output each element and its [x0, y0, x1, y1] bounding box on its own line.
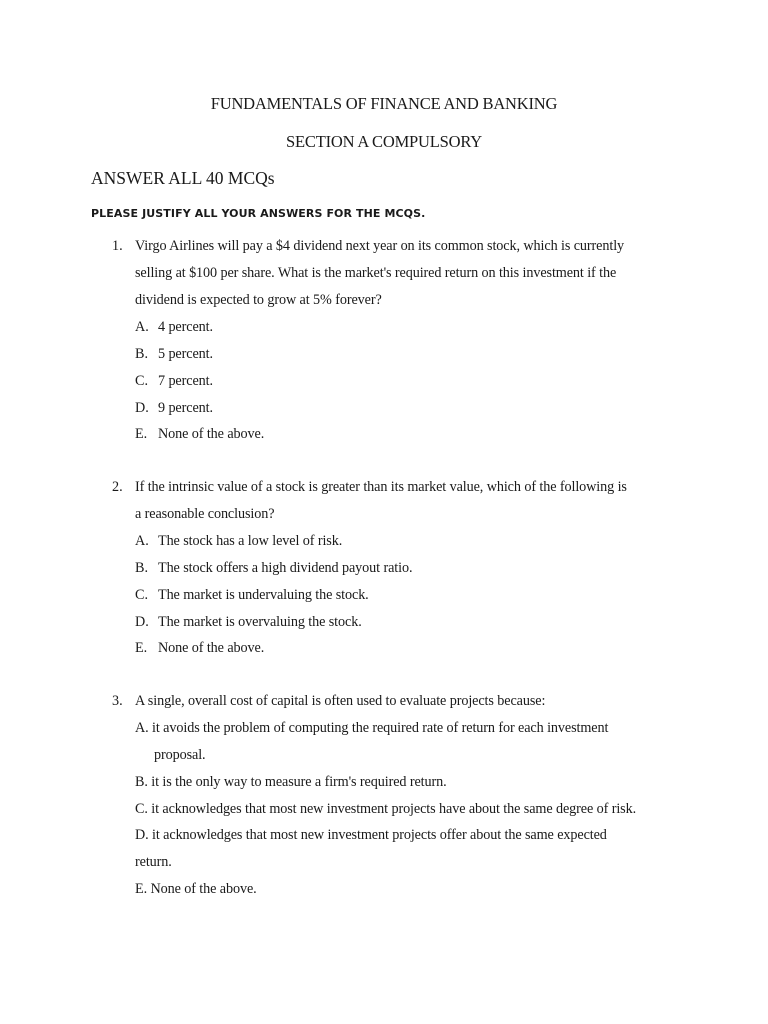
option-text: 7 percent.: [158, 373, 213, 389]
option-letter: D.: [135, 614, 149, 630]
option-letter: E.: [135, 426, 148, 442]
option-text: None of the above.: [158, 426, 265, 442]
answer-heading: ANSWER ALL 40 MCQs: [91, 168, 275, 188]
option-letter: C.: [135, 373, 149, 389]
option-letter: A.: [135, 319, 149, 335]
option-letter: A.: [135, 533, 149, 549]
document-title: FUNDAMENTALS OF FINANCE AND BANKING: [210, 94, 558, 113]
option-text-continuation: return.: [135, 854, 172, 870]
question-number: 3.: [112, 693, 123, 709]
option-text: The market is overvaluing the stock.: [158, 614, 362, 630]
instruction-text: PLEASE JUSTIFY ALL YOUR ANSWERS FOR THE MCQS.: [91, 207, 426, 220]
option-text: 9 percent.: [158, 400, 213, 416]
option-text: 4 percent.: [158, 319, 213, 335]
question-number: 2.: [112, 479, 123, 495]
option-letter: B.: [135, 346, 149, 362]
option-text-continuation: proposal.: [154, 747, 206, 763]
option-text: A. it avoids the problem of computing the required rate of return for each investment: [135, 720, 609, 736]
option-text: 5 percent.: [158, 346, 213, 362]
question-text-line: A single, overall cost of capital is often used to evaluate projects because:: [135, 693, 546, 709]
question-text-line: a reasonable conclusion?: [135, 506, 275, 522]
option-text: The market is undervaluing the stock.: [158, 587, 369, 603]
section-title: SECTION A COMPULSORY: [286, 132, 482, 151]
question-text-line: selling at $100 per share. What is the market's required return on this investment if the: [135, 265, 617, 281]
option-text: C. it acknowledges that most new investment projects have about the same degree of risk.: [135, 801, 637, 817]
option-text: The stock has a low level of risk.: [158, 533, 343, 549]
question-text-line: Virgo Airlines will pay a $4 dividend next year on its common stock, which is currently: [135, 238, 625, 254]
option-text: The stock offers a high dividend payout ratio.: [158, 560, 413, 576]
question-number: 1.: [112, 238, 123, 254]
question-text-line: dividend is expected to grow at 5% forever?: [135, 292, 382, 308]
option-letter: D.: [135, 400, 149, 416]
question-text-line: If the intrinsic value of a stock is greater than its market value, which of the following is: [135, 479, 627, 495]
option-letter: C.: [135, 587, 149, 603]
option-letter: B.: [135, 560, 149, 576]
option-letter: E.: [135, 640, 148, 656]
option-text: B. it is the only way to measure a firm's required return.: [135, 774, 447, 790]
option-text: None of the above.: [158, 640, 265, 656]
option-text: D. it acknowledges that most new investment projects offer about the same expected: [135, 827, 607, 843]
option-text: E. None of the above.: [135, 881, 257, 897]
